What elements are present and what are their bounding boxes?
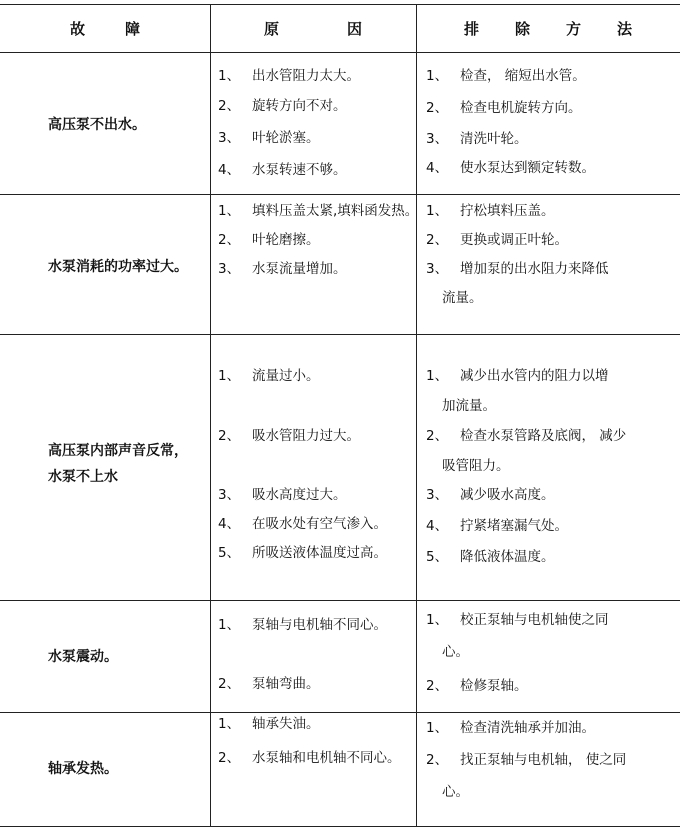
fault-label: 高压泵不出水。 xyxy=(48,117,146,133)
cause-item: 2、 水泵轴和电机轴不同心。 xyxy=(218,750,401,766)
remedy-item: 4、 拧紧堵塞漏气处。 xyxy=(426,518,568,534)
cause-item: 3、 叶轮淤塞。 xyxy=(218,130,320,146)
remedy-item: 3、 清洗叶轮。 xyxy=(426,131,528,147)
remedy-item: 1、 检查， 缩短出水管。 xyxy=(426,68,586,84)
cause-item: 1、 轴承失油。 xyxy=(218,716,320,732)
table-bottom-border xyxy=(0,826,680,827)
row-divider xyxy=(0,194,680,195)
remedy-item: 3、 增加泵的出水阻力来降低 xyxy=(426,261,609,277)
remedy-item: 2、 检查水泵管路及底阀， 减少 xyxy=(426,428,627,444)
cause-item: 3、 水泵流量增加。 xyxy=(218,261,347,277)
remedy-continuation: 吸管阻力。 xyxy=(442,458,510,474)
cause-item: 1、 出水管阻力太大。 xyxy=(218,68,360,84)
cause-item: 1、 填料压盖太紧,填料函发热。 xyxy=(218,203,419,219)
header-remedy: 排 除 方 法 xyxy=(463,19,633,38)
header-divider xyxy=(0,52,680,53)
remedy-continuation: 流量。 xyxy=(442,290,483,306)
column-divider xyxy=(210,4,211,826)
row-divider xyxy=(0,712,680,713)
fault-label: 高压泵内部声音反常， 水泵不上水 xyxy=(48,443,188,485)
cause-item: 1、 泵轴与电机轴不同心。 xyxy=(218,617,387,633)
row-divider xyxy=(0,334,680,335)
remedy-continuation: 加流量。 xyxy=(442,398,496,414)
column-divider xyxy=(416,4,417,826)
cause-item: 2、 泵轴弯曲。 xyxy=(218,676,320,692)
remedy-item: 1、 减少出水管内的阻力以增 xyxy=(426,368,609,384)
remedy-item: 1、 校正泵轴与电机轴使之同 xyxy=(426,612,609,628)
header-fault: 故 障 xyxy=(69,19,141,38)
cause-item: 1、 流量过小。 xyxy=(218,368,320,384)
cause-item: 3、 吸水高度过大。 xyxy=(218,487,347,503)
row-divider xyxy=(0,600,680,601)
remedy-item: 1、 拧松填料压盖。 xyxy=(426,203,555,219)
remedy-continuation: 心。 xyxy=(442,784,469,800)
header-cause: 原 因 xyxy=(263,19,363,38)
remedy-item: 5、 降低液体温度。 xyxy=(426,549,555,565)
remedy-item: 2、 检查电机旋转方向。 xyxy=(426,100,582,116)
remedy-item: 2、 检修泵轴。 xyxy=(426,678,528,694)
cause-item: 4、 水泵转速不够。 xyxy=(218,162,347,178)
remedy-item: 2、 找正泵轴与电机轴， 使之同 xyxy=(426,752,627,768)
fault-label: 水泵震动。 xyxy=(48,649,118,665)
remedy-item: 1、 检查清洗轴承并加油。 xyxy=(426,720,595,736)
remedy-item: 2、 更换或调正叶轮。 xyxy=(426,232,568,248)
remedy-continuation: 心。 xyxy=(442,644,469,660)
fault-label: 轴承发热。 xyxy=(48,761,118,777)
cause-item: 2、 旋转方向不对。 xyxy=(218,98,347,114)
cause-item: 2、 吸水管阻力过大。 xyxy=(218,428,360,444)
remedy-item: 3、 减少吸水高度。 xyxy=(426,487,555,503)
cause-item: 2、 叶轮磨擦。 xyxy=(218,232,320,248)
cause-item: 5、 所吸送液体温度过高。 xyxy=(218,545,387,561)
fault-label: 水泵消耗的功率过大。 xyxy=(48,259,188,275)
cause-item: 4、 在吸水处有空气渗入。 xyxy=(218,516,387,532)
remedy-item: 4、 使水泵达到额定转数。 xyxy=(426,160,595,176)
